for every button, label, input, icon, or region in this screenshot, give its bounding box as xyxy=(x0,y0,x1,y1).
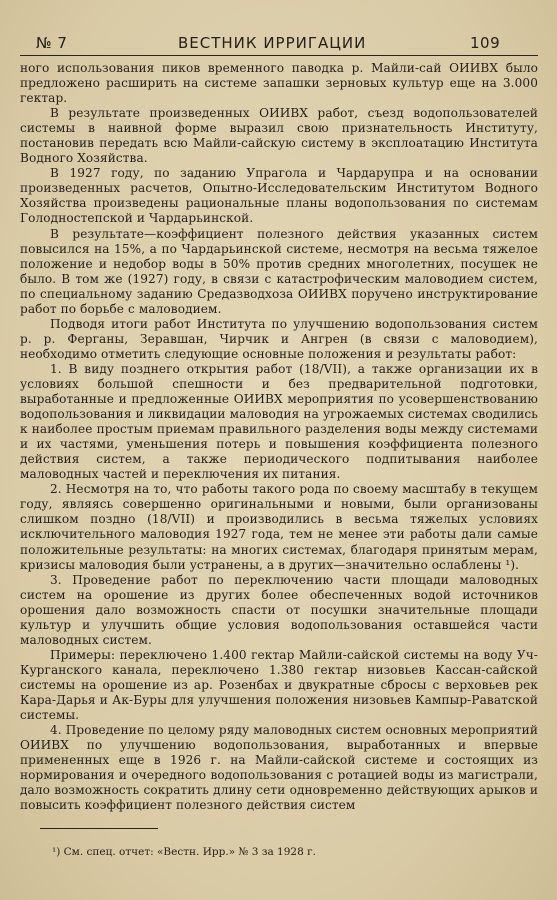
paragraph-point-2: 2. Несмотря на то, что работы такого рода по своему масштабу в текущем году, являясь совершенно оригинальными и новыми, были организованы слишком поздно (18/VII) и производились в весьма тяжелых условиях исключительного маловодия 1927 года, тем не менее эти работы дали самые положительные результаты: на многих системах, благодаря принятым мерам, кризисы маловодия были устранены, а в других—значительно ослаблены ¹). xyxy=(20,482,538,572)
page-number: 109 xyxy=(470,34,501,52)
footnote: ¹) См. спец. отчет: «Вестн. Ирр.» № 3 за 1928 г. xyxy=(52,846,316,858)
paragraph-point-4: 4. Проведение по целому ряду маловодных систем основных мероприятий ОИИВХ по улучшению водопользования, выработанных и впервые примененных еще в 1926 г. на Майли-сайской системе и состоящих из нормирования и очередного водопользования с ротацией воды из магистрали, дало возможность сократить длину сети одновременно действующих арыков и повысить коэффициент полезного действия систем xyxy=(20,723,538,813)
paragraph-examples: Примеры: переключено 1.400 гектар Майли-сайской системы на воду Уч-Курганского канала, переключено 1.380 гектар низовьев Кассан-сайской системы на орошение из ар. Розенбах и двукратные сбросы с верховьев рек Кара-Дарья и Ак-Буры для улучшения положения низовьев Кампыр-Раватской системы. xyxy=(20,647,538,723)
paragraph-point-1: 1. В виду позднего открытия работ (18/VII), а также организации их в условиях большой спешности и без предварительной подготовки, выработанные и предложенные ОИИВХ мероприятия по усовершенствованию водопользования и ликвидации маловодия на угрожаемых системах сводились к наиболее простым приемам правильного разделения воды между системами и их частями, уменьшения потерь и повышения коэффициента полезного действия систем, а также периодического подпитывания наиболее маловодных частей и переключения их питания. xyxy=(20,361,538,482)
paragraph-1927: В 1927 году, по заданию Упрагола и Чардарупра и на основании произведенных расчетов, Опытно-Исследовательским Институтом Водного Хозяйства произведены рациональные планы водопользования по системам Голодностепской и Чардарьинской. xyxy=(20,166,538,226)
journal-title: ВЕСТНИК ИРРИГАЦИИ xyxy=(178,34,367,52)
paragraph-point-3: 3. Проведение работ по переключению части площади маловодных систем на орошение из других более обеспеченных водой источников орошения дало возможность спасти от посушки значительные площади культур и улучшить общие условия водопользования оставшейся части маловодных систем. xyxy=(20,572,538,647)
paragraph-results: В результате—коэффициент полезного действия указанных систем повысился на 15%, а по Чардарьинской системе, несмотря на весьма тяжелое положение и недобор воды в 50% против средних многолетних, посушек не было. В том же (1927) году, в связи с катастрофическим маловодием систем, по специальному заданию Средазводхоза ОИИВХ поручено инструктирование работ по борьбе с маловодием. xyxy=(20,226,538,316)
issue-number: № 7 xyxy=(36,34,68,52)
paragraph-summary: Подводя итоги работ Института по улучшению водопользования систем р. р. Ферганы, Зеравшан, Чирчик и Ангрен (в связи с маловодием), необходимо отметить следующие основные положения и результаты работ: xyxy=(20,316,538,361)
article-body xyxy=(20,61,538,813)
paragraph-continuation: ного использования пиков временного паводка р. Майли-сай ОИИВХ было предложено расширить на системе запашки зерновых культур еще на 3.000 гектар. xyxy=(20,61,538,106)
paragraph-congress: В результате произведенных ОИИВХ работ, съезд водопользователей системы в наивной форме выразил свою признательность Институту, постановив передать всю Майли-сайскую систему в эксплоатацию Института Водного Хозяйства. xyxy=(20,106,538,166)
header-divider xyxy=(20,55,538,56)
page-header xyxy=(0,30,557,54)
footnote-divider xyxy=(40,828,158,829)
